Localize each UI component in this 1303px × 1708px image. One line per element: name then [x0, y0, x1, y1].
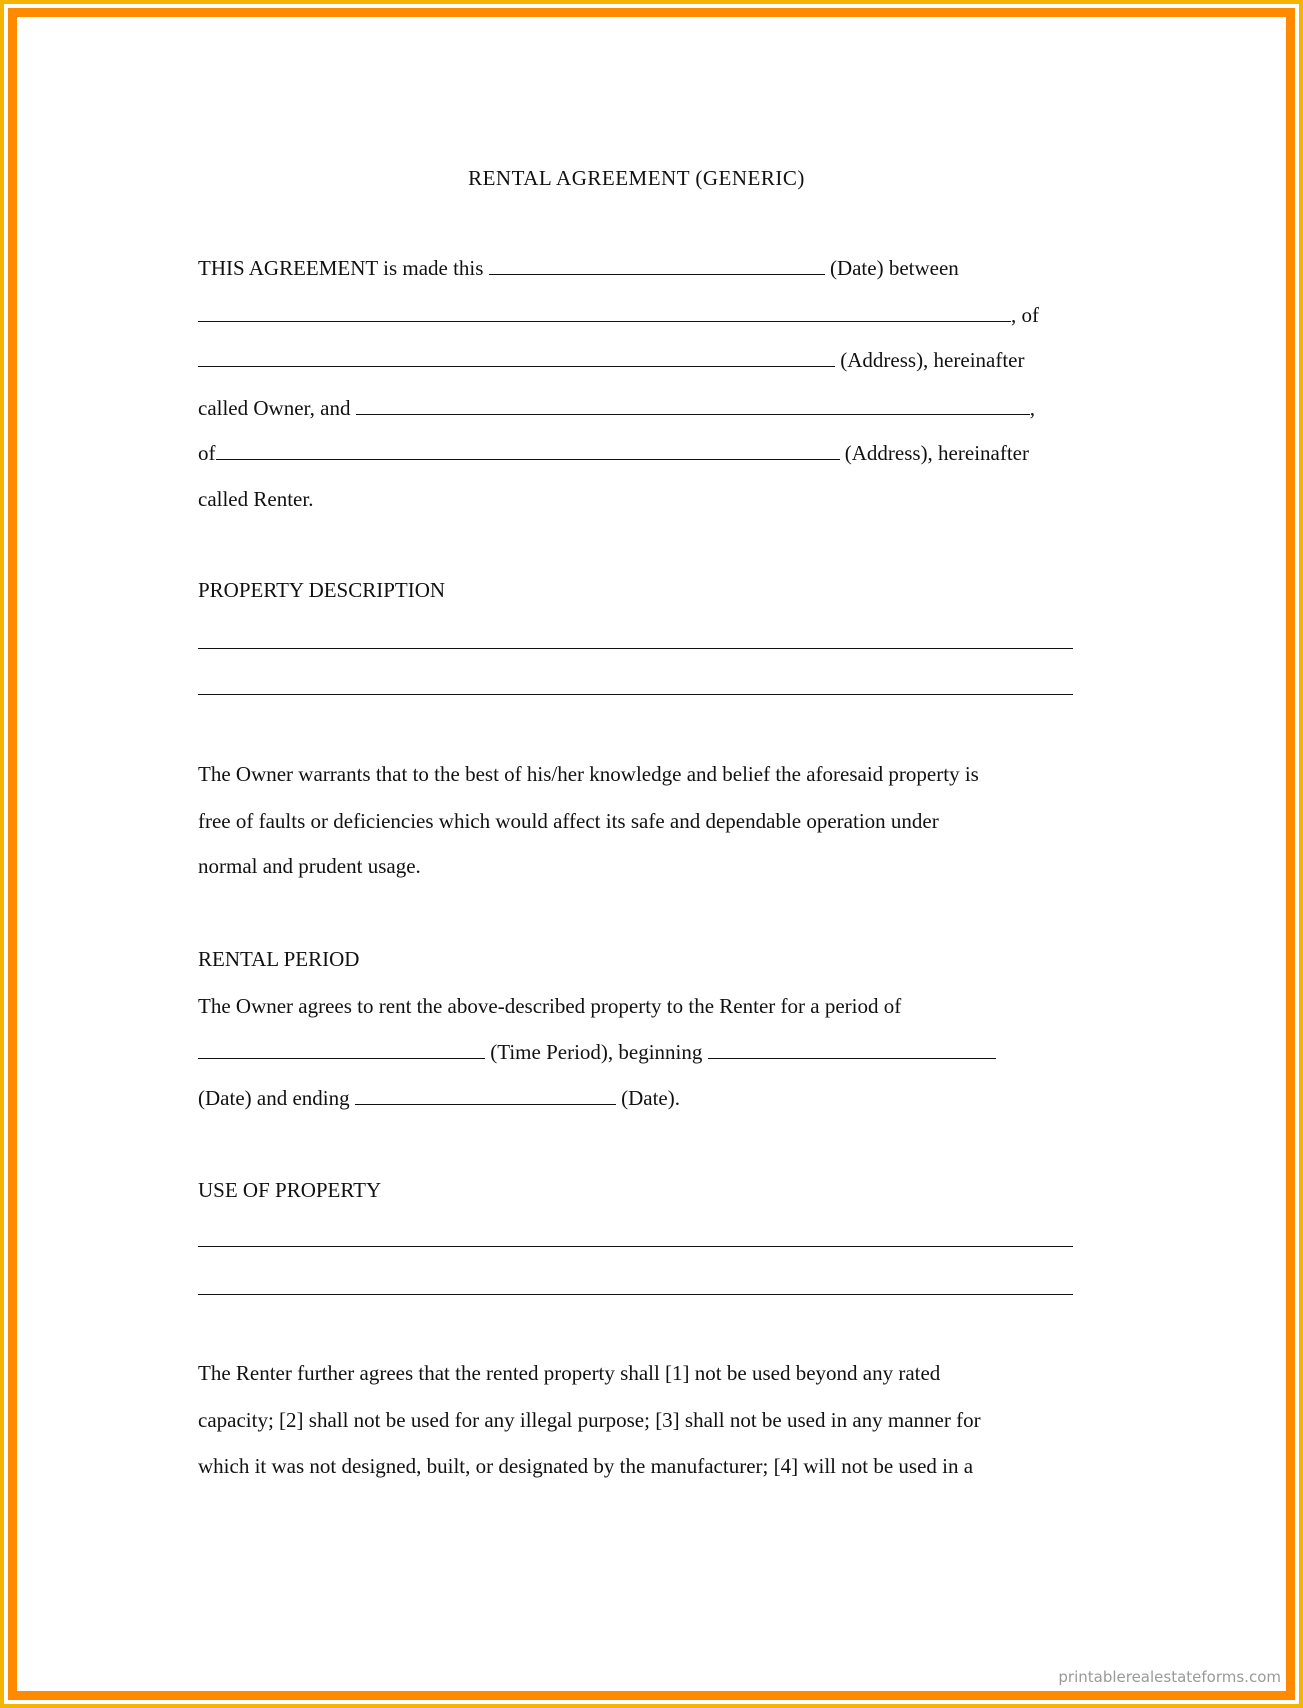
property-description-field[interactable]	[198, 630, 1073, 649]
start-date-field[interactable]	[708, 1040, 996, 1059]
rental-period-line-3	[198, 1086, 680, 1110]
watermark: printablerealestateforms.com	[1058, 1668, 1281, 1686]
owner-address-field[interactable]	[198, 348, 835, 367]
property-heading: PROPERTY DESCRIPTION	[198, 578, 446, 602]
intro-text: , of	[1011, 303, 1039, 327]
rental-text: (Date) and ending	[198, 1086, 355, 1110]
intro-line-2	[198, 303, 1039, 327]
intro-text: (Address), hereinafter	[839, 441, 1029, 465]
intro-line-5	[198, 441, 1029, 465]
intro-text: (Date) between	[824, 256, 959, 280]
warranty-line: normal and prudent usage.	[198, 854, 421, 878]
terms-line: The Renter further agrees that the rented property shall [1] not be used beyond any rated	[198, 1361, 941, 1385]
use-heading: USE OF PROPERTY	[198, 1178, 382, 1202]
terms-line: capacity; [2] shall not be used for any illegal purpose; [3] shall not be used in any manner for	[198, 1408, 981, 1432]
rental-period-heading: RENTAL PERIOD	[198, 947, 360, 971]
renter-name-field[interactable]	[356, 396, 1030, 415]
rental-period-line-2	[198, 1040, 996, 1064]
use-description-field[interactable]	[198, 1228, 1073, 1247]
intro-line-3	[198, 348, 1025, 372]
date-field[interactable]	[489, 256, 825, 275]
owner-name-field[interactable]	[198, 303, 1011, 322]
renter-address-field[interactable]	[216, 441, 840, 460]
intro-line-1	[198, 256, 959, 280]
rental-period-line-1: The Owner agrees to rent the above-described property to the Renter for a period of	[198, 994, 902, 1018]
rental-text: (Time Period), beginning	[485, 1040, 708, 1064]
intro-line-4	[198, 396, 1035, 420]
intro-text: ,	[1029, 396, 1036, 420]
terms-line: which it was not designed, built, or designated by the manufacturer; [4] will not be used in a	[198, 1454, 974, 1478]
rental-text: (Date).	[615, 1086, 680, 1110]
document-title: RENTAL AGREEMENT (GENERIC)	[468, 166, 805, 190]
use-line-2	[198, 1276, 1073, 1300]
property-line-2	[198, 676, 1073, 700]
property-description-field[interactable]	[198, 676, 1073, 695]
use-description-field[interactable]	[198, 1276, 1073, 1295]
warranty-line: The Owner warrants that to the best of his/her knowledge and belief the aforesaid property is	[198, 762, 979, 786]
intro-text: of	[198, 441, 216, 465]
end-date-field[interactable]	[355, 1086, 616, 1105]
time-period-field[interactable]	[198, 1040, 485, 1059]
property-line-1	[198, 630, 1073, 654]
intro-text: called Owner, and	[198, 396, 356, 420]
intro-text: (Address), hereinafter	[835, 348, 1025, 372]
intro-text: THIS AGREEMENT is made this	[198, 256, 489, 280]
warranty-line: free of faults or deficiencies which would affect its safe and dependable operation under	[198, 809, 939, 833]
intro-line-6: called Renter.	[198, 487, 314, 511]
use-line-1	[198, 1228, 1073, 1252]
